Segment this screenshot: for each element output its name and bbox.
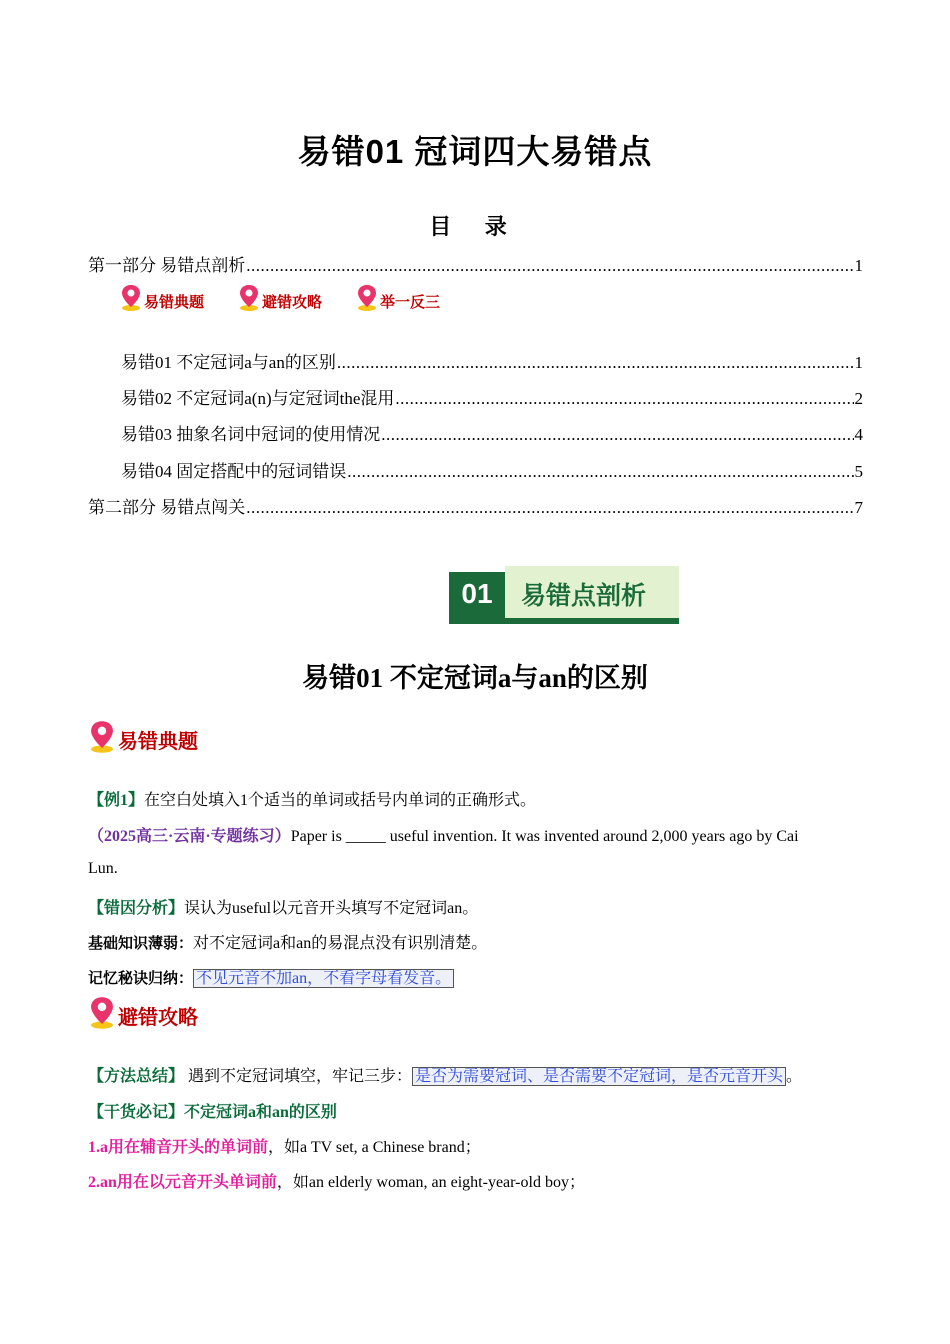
toc-item[interactable] <box>121 457 863 481</box>
location-pin-icon <box>88 996 116 1030</box>
method-summary <box>88 1063 802 1086</box>
subhead-typical <box>88 720 198 754</box>
weak-label: 基础知识薄弱： <box>88 935 194 952</box>
must-remember <box>88 1099 337 1122</box>
toc-part1[interactable] <box>88 251 863 275</box>
toc-tag-label: 避错攻略 <box>262 294 323 311</box>
rule-1 <box>88 1134 481 1157</box>
toc-heading: 目 录 <box>429 214 521 239</box>
page-title: 易错01 冠词四大易错点 <box>297 133 653 170</box>
location-pin-icon <box>120 284 142 312</box>
example-analysis <box>88 895 478 918</box>
weak-text: 对不定冠词a和an的易混点没有识别清楚。 <box>193 935 488 952</box>
toc-tag-label: 易错典题 <box>144 294 205 311</box>
memory-text: 不见元音不加an，不看字母看发音。 <box>193 969 454 988</box>
toc-item-page: 4 <box>854 425 863 444</box>
must-text: 不定冠词a和an的区别 <box>184 1104 337 1121</box>
toc-leader <box>246 256 853 276</box>
subhead-strategy <box>88 996 198 1030</box>
example-question <box>88 823 799 846</box>
toc-item-page: 2 <box>854 389 863 408</box>
toc-item-label: 易错04 固定搭配中的冠词错误 <box>121 462 347 481</box>
method-boxed: 是否为需要冠词、是否需要不定冠词，是否元音开头 <box>412 1067 786 1086</box>
toc-item-label: 易错02 不定冠词a(n)与定冠词the混用 <box>121 389 395 408</box>
method-text: 遇到不定冠词填空，牢记三步： <box>184 1068 413 1085</box>
toc-item-page: 1 <box>854 353 863 372</box>
toc-item-page: 5 <box>854 462 863 481</box>
toc-leader <box>381 425 853 445</box>
rule-1-text: ，如a TV set, a Chinese brand； <box>268 1139 481 1156</box>
analysis-tag: 【错因分析】 <box>88 900 185 917</box>
badge-text: 易错点剖析 <box>521 582 647 610</box>
toc-tags <box>120 284 440 312</box>
toc-part2-page: 7 <box>854 498 863 517</box>
toc-leader <box>337 353 854 373</box>
toc-tag-typical[interactable] <box>120 284 204 312</box>
location-pin-icon <box>238 284 260 312</box>
method-end: 。 <box>786 1068 803 1085</box>
rule-2-head: 2.an用在以元音开头单词前 <box>88 1174 277 1191</box>
toc-item-label: 易错01 不定冠词a与an的区别 <box>121 353 336 372</box>
section-badge <box>449 566 679 624</box>
rule-2-text: ，如an elderly woman, an eight-year-old boy； <box>276 1174 585 1191</box>
toc-part1-page: 1 <box>854 256 863 275</box>
toc-tag-strategy[interactable] <box>238 284 322 312</box>
toc-item-label: 易错03 抽象名词中冠词的使用情况 <box>121 425 381 444</box>
toc-item[interactable] <box>121 348 863 372</box>
toc-item[interactable] <box>121 384 863 408</box>
toc-leader <box>246 498 853 518</box>
example-question-cont: Lun. <box>88 860 118 877</box>
example-instruction-text: 在空白处填入1个适当的单词或括号内单词的正确形式。 <box>144 792 537 809</box>
method-tag: 【方法总结】 <box>88 1068 185 1085</box>
section-title: 易错01 不定冠词a与an的区别 <box>302 663 648 693</box>
toc-tag-label: 举一反三 <box>380 294 441 311</box>
must-tag: 【干货必记】 <box>88 1104 185 1121</box>
example-question-text: Paper is _____ useful invention. It was invented around 2,000 years ago by Cai <box>290 828 799 845</box>
analysis-text: 误认为useful以元音开头填写不定冠词an。 <box>184 900 479 917</box>
weak-knowledge <box>88 930 487 953</box>
subhead-label: 易错典题 <box>118 731 198 753</box>
memory-tip <box>88 965 454 988</box>
memory-label: 记忆秘诀归纳： <box>88 970 194 987</box>
toc-tag-practice[interactable] <box>356 284 440 312</box>
subhead-label: 避错攻略 <box>118 1007 198 1029</box>
toc-part2-label: 第二部分 易错点闯关 <box>88 498 246 517</box>
toc-part2[interactable] <box>88 493 863 517</box>
toc-leader <box>347 462 853 482</box>
location-pin-icon <box>356 284 378 312</box>
rule-1-head: 1.a用在辅音开头的单词前 <box>88 1139 269 1156</box>
rule-2 <box>88 1169 585 1192</box>
example-instruction <box>88 787 536 810</box>
toc-item[interactable] <box>121 420 863 444</box>
toc-part1-label: 第一部分 易错点剖析 <box>88 256 246 275</box>
example-tag: 【例1】 <box>88 792 145 809</box>
toc-leader <box>395 389 853 409</box>
example-source: （2025高三·云南·专题练习） <box>88 828 291 845</box>
badge-number: 01 <box>461 578 493 609</box>
location-pin-icon <box>88 720 116 754</box>
